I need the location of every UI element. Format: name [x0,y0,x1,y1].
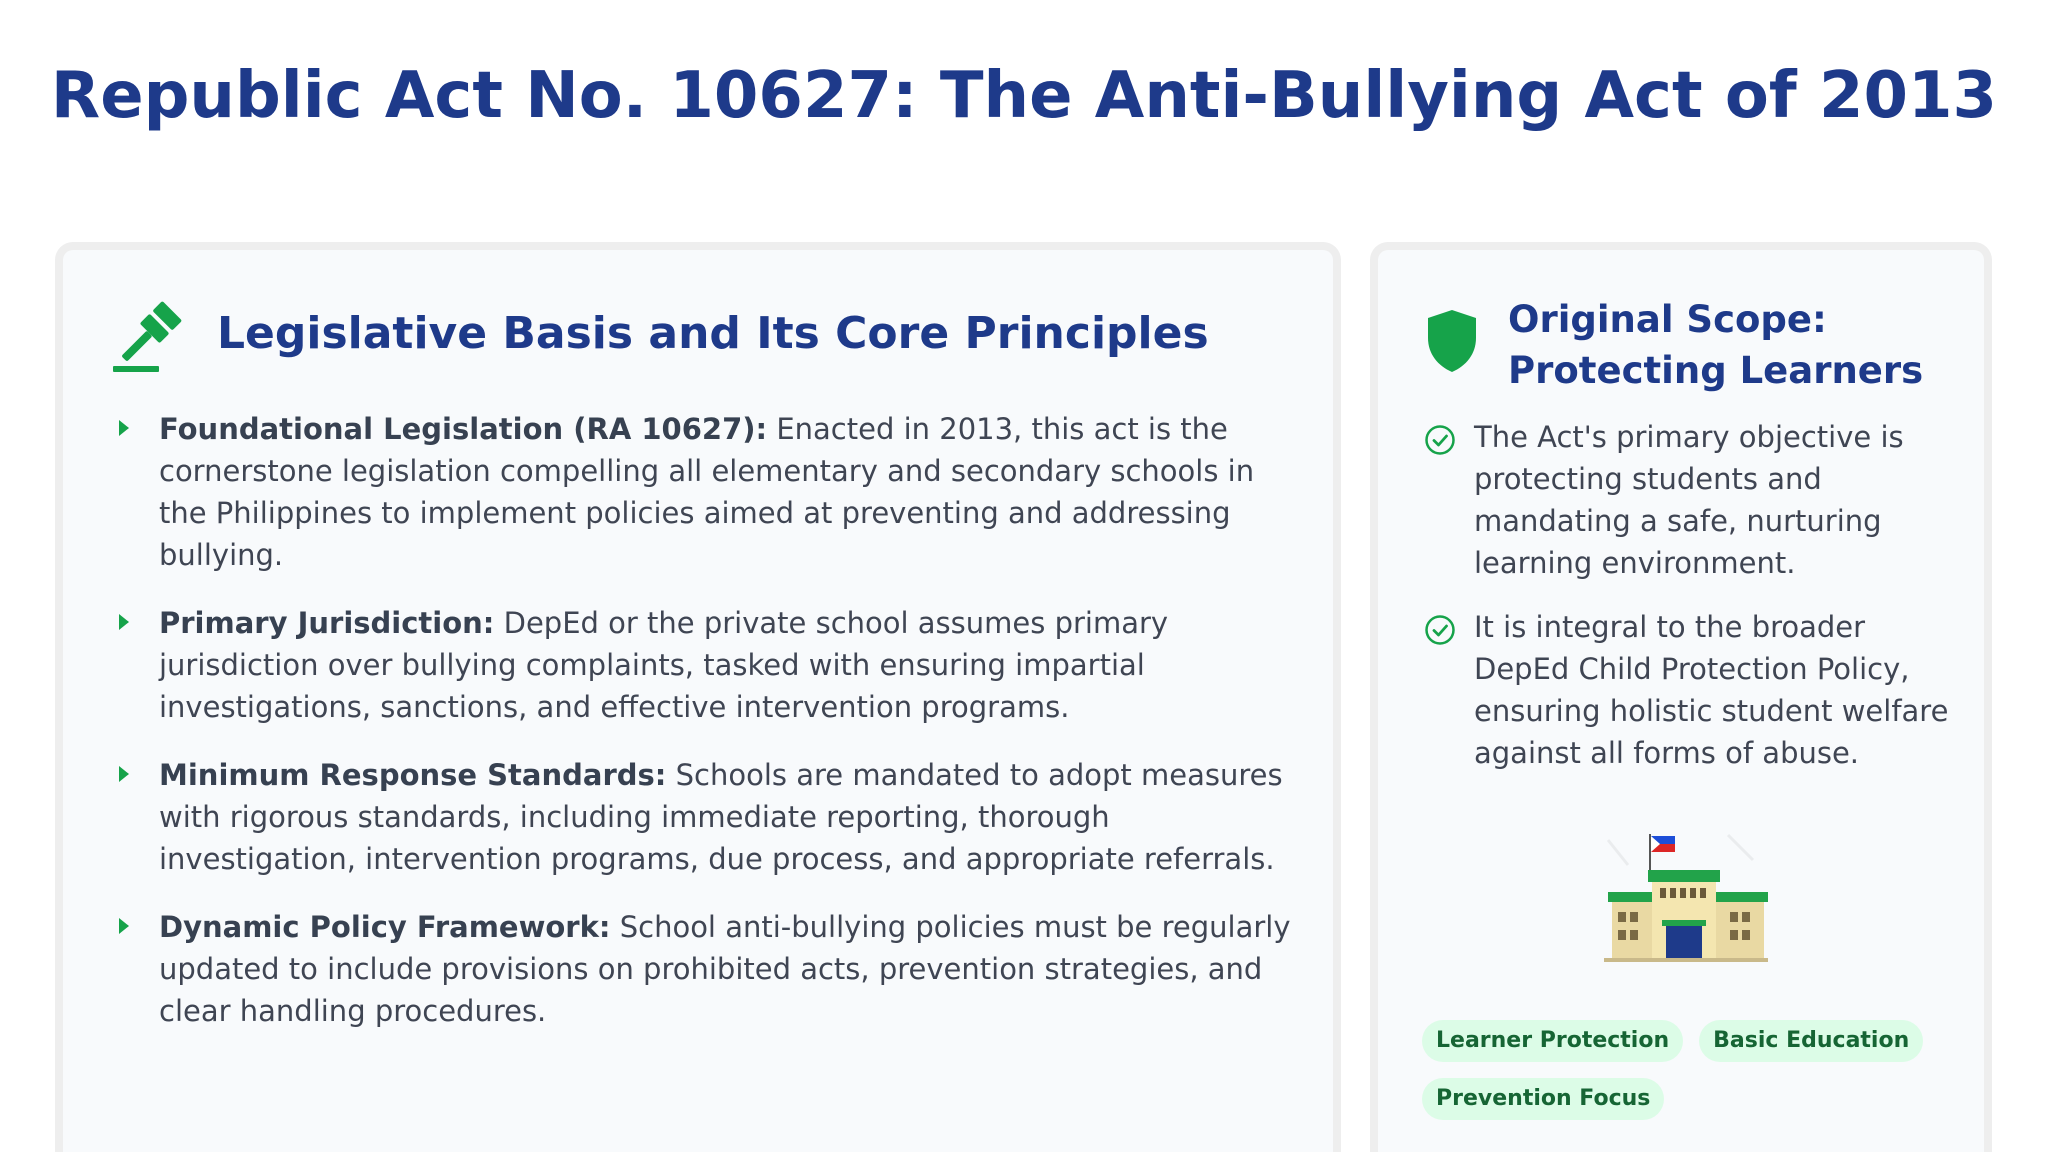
point-label: Primary Jurisdiction: [159,606,495,640]
point-label: Foundational Legislation (RA 10627): [159,412,768,446]
caret-right-icon [119,614,129,630]
legislative-basis-card [63,250,1333,1152]
scope-text: It is integral to the broader DepEd Child Protection Policy, ensuring holistic student welfare against all forms of abuse. [1474,610,1949,770]
tag-list [1422,1020,1962,1136]
card-header [111,294,1209,374]
original-scope-card [1378,250,1984,1152]
tag-basic-education: Basic Education [1699,1020,1923,1062]
principles-list [119,408,1309,1058]
check-circle-icon [1424,424,1456,456]
gavel-icon [111,294,191,374]
point-label: Minimum Response Standards: [159,758,667,792]
scope-list [1424,416,1964,796]
point-label: Dynamic Policy Framework: [159,910,611,944]
list-item [119,602,1309,728]
school-building-icon [1598,820,1768,970]
point-text: DepEd or the private school assumes primary jurisdiction over bullying complaints, tasked with ensuring impartial investigations, sanctions, and effective intervention programs. [159,606,1169,724]
caret-right-icon [119,918,129,934]
list-item [1424,416,1964,584]
check-circle-icon [1424,614,1456,646]
tag-prevention-focus: Prevention Focus [1422,1078,1664,1120]
page-title: Republic Act No. 10627: The Anti-Bullying Act of 2013 [50,59,1998,133]
scope-text: The Act's primary objective is protecting students and mandating a safe, nurturing learning environment. [1474,420,1904,580]
tag-learner-protection: Learner Protection [1422,1020,1683,1062]
card-header [1424,294,1928,396]
list-item [119,754,1309,880]
shield-icon [1424,308,1480,374]
card-title: Legislative Basis and Its Core Principles [217,308,1209,359]
list-item [1424,606,1964,774]
caret-right-icon [119,766,129,782]
point-text: Enacted in 2013, this act is the cornerstone legislation compelling all elementary and secondary schools in the Philippines to implement policies aimed at preventing and addressing bullying. [159,412,1255,572]
point-text: School anti-bullying policies must be regularly updated to include provisions on prohibited acts, prevention strategies, and clear handling procedures. [159,910,1291,1028]
list-item [119,408,1309,576]
card-title: Original Scope: Protecting Learners [1508,298,1924,392]
point-text: Schools are mandated to adopt measures with rigorous standards, including immediate reporting, thorough investigation, intervention programs, due process, and appropriate referrals. [159,758,1283,876]
caret-right-icon [119,420,129,436]
list-item [119,906,1309,1032]
